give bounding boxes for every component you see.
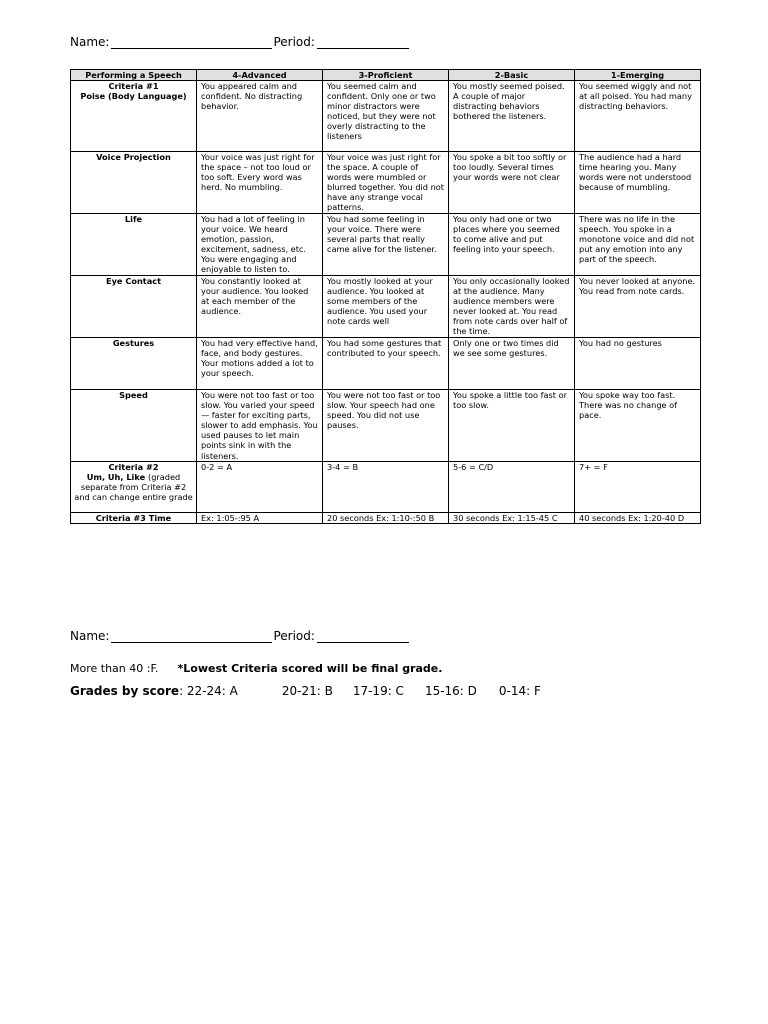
grading-note [70,662,442,675]
table-row [71,276,701,338]
criteria-name: Poise (Body Language) [80,91,187,102]
name-blank-line [111,630,272,643]
criteria-cell: Gestures [71,338,197,390]
score-cell: You only occasionally looked at the audience. Many audience members were never looked at. You read from note cards over half of the time. [449,276,575,338]
table-row [71,390,701,462]
criteria-cell: Voice Projection [71,152,197,214]
table-row [71,338,701,390]
header-advanced: 4-Advanced [197,70,323,81]
period-label: Period: [273,629,315,643]
score-cell: Ex: 1:05-:95 A [197,513,323,524]
score-cell: You had some feeling in your voice. There were several parts that really came alive for the listener. [323,214,449,276]
criteria-cell: Criteria #3 Time [71,513,197,524]
score-cell: You only had one or two places where you seemed to come alive and put feeling into your speech. [449,214,575,276]
criteria-cell [71,462,197,513]
period-blank-line [317,630,409,643]
name-label: Name: [70,629,110,643]
grades-label: Grades by score [70,684,180,698]
table-row [71,214,701,276]
name-period-row-top [70,35,410,49]
score-cell: 3-4 = B [323,462,449,513]
criteria-cell [71,81,197,152]
grade-range: : 22-24: A [179,684,238,698]
score-cell: 20 seconds Ex: 1:10-:50 B [323,513,449,524]
score-cell: There was no life in the speech. You spoke in a monotone voice and did not put any emotion into any part of the speech. [575,214,701,276]
score-cell: You seemed calm and confident. Only one or two minor distractors were noticed, but they were not overly distracting to the listeners [323,81,449,152]
score-cell: You had some gestures that contributed to your speech. [323,338,449,390]
grade-range: 20-21: B [281,684,333,698]
score-cell: You spoke a little too fast or too slow. [449,390,575,462]
score-cell: You spoke a bit too softly or too loudly. Several times your words were not clear [449,152,575,214]
criteria-cell: Speed [71,390,197,462]
score-cell: You constantly looked at your audience. You looked at each member of the audience. [197,276,323,338]
criteria-title: Criteria #1 [108,81,159,91]
table-row [71,462,701,513]
more-than-40-note: More than 40 :F. [70,662,159,675]
score-cell: You never looked at anyone. You read from note cards. [575,276,701,338]
score-cell: Your voice was just right for the space. A couple of words were mumbled or blurred together. You did not have any strange vocal patterns. [323,152,449,214]
score-cell: You mostly seemed poised. A couple of major distracting behaviors bothered the listeners. [449,81,575,152]
score-cell: You had no gestures [575,338,701,390]
name-label: Name: [70,35,110,49]
grade-range: 0-14: F [498,684,541,698]
score-cell: Only one or two times did we see some gestures. [449,338,575,390]
score-cell: 0-2 = A [197,462,323,513]
period-label: Period: [273,35,315,49]
table-row [71,152,701,214]
name-blank-line [111,36,272,49]
table-row [71,81,701,152]
lowest-criteria-note: *Lowest Criteria scored will be final grade. [177,662,443,675]
score-cell: You spoke way too fast. There was no change of pace. [575,390,701,462]
score-cell: You had a lot of feeling in your voice. We heard emotion, passion, excitement, sadness, etc. You were engaging and enjoyable to listen to. [197,214,323,276]
criteria-title: Criteria #2 [108,462,159,472]
score-cell: You had very effective hand, face, and body gestures. Your motions added a lot to your speech. [197,338,323,390]
period-blank-line [317,36,409,49]
score-cell: You seemed wiggly and not at all poised. You had many distracting behaviors. [575,81,701,152]
speech-rubric-table [70,69,701,524]
criteria-cell: Life [71,214,197,276]
score-cell: You were not too fast or too slow. You varied your speed— faster for exciting parts, slower to add emphasis. You used pauses to let main points sink in with the listeners. [197,390,323,462]
score-cell: 40 seconds Ex: 1:20-40 D [575,513,701,524]
table-header-row [71,70,701,81]
header-proficient: 3-Proficient [323,70,449,81]
score-cell: You mostly looked at your audience. You looked at some members of the audience. You used your note cards well [323,276,449,338]
grade-range: 17-19: C [352,684,404,698]
grade-range: 15-16: D [424,684,477,698]
score-cell: You were not too fast or too slow. Your speech had one speed. You did not use pauses. [323,390,449,462]
header-performing-a-speech: Performing a Speech [71,70,197,81]
header-emerging: 1-Emerging [575,70,701,81]
table-row [71,513,701,524]
name-period-row-bottom [70,629,410,643]
score-cell: 30 seconds Ex: 1:15-45 C [449,513,575,524]
score-cell: The audience had a hard time hearing you. Many words were not understood because of mumbling. [575,152,701,214]
header-basic: 2-Basic [449,70,575,81]
criteria-name: Um, Uh, Like [86,472,146,483]
grades-by-score [70,684,541,698]
score-cell: You appeared calm and confident. No distracting behavior. [197,81,323,152]
criteria-note: (graded separate from Criteria #2 and can change entire grade [74,472,193,503]
score-cell: 7+ = F [575,462,701,513]
score-cell: Your voice was just right for the space – not too loud or too soft. Every word was herd. No mumbling. [197,152,323,214]
score-cell: 5-6 = C/D [449,462,575,513]
criteria-cell: Eye Contact [71,276,197,338]
